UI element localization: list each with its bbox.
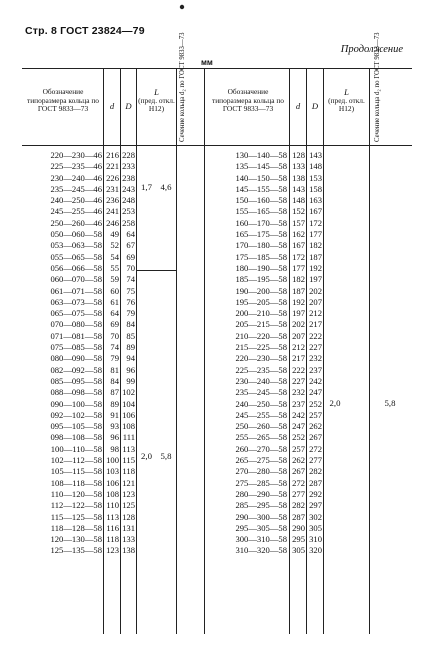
col-divider [136, 68, 137, 634]
d-cell: 197 [292, 308, 305, 319]
d-cell: 290 [292, 522, 305, 533]
d-cell: 295 [292, 534, 305, 545]
d-cell: 116 [106, 522, 119, 533]
designation-cell: 175—185—58 [235, 251, 287, 262]
designation-cell: 070—080—58 [50, 319, 102, 330]
designation-cell: 215—225—58 [235, 342, 287, 353]
D-cell: 242 [309, 375, 322, 386]
D-cell: 69 [126, 251, 135, 262]
designation-cell: 310—320—58 [235, 545, 287, 556]
designation-cell: 063—073—58 [50, 296, 102, 307]
unit-label: мм [201, 58, 213, 67]
designation-cell: 295—305—58 [235, 522, 287, 533]
d-cell: 110 [106, 500, 119, 511]
D-cell: 222 [309, 330, 322, 341]
d-cell: 70 [110, 330, 119, 341]
designation-cell: 300—310—58 [235, 534, 287, 545]
header-bottom-border [22, 145, 412, 146]
D-cell: 238 [122, 172, 135, 183]
D-cell: 247 [309, 387, 322, 398]
designation-cell: 135—145—58 [235, 161, 287, 172]
D-cell: 138 [122, 545, 135, 556]
d-cell: 252 [292, 432, 305, 443]
D-cell: 320 [309, 545, 322, 556]
D-cell: 75 [126, 285, 135, 296]
d-cell: 123 [106, 545, 119, 556]
designation-cell: 220—230—46 [50, 150, 102, 160]
D-cell: 237 [309, 364, 322, 375]
designation-cell: 098—108—58 [50, 432, 102, 443]
d-cell: 138 [292, 172, 305, 183]
D-cell: 163 [309, 195, 322, 206]
designation-cell: 090—100—58 [50, 398, 102, 409]
right-d-column [290, 150, 305, 557]
designation-cell: 155—165—58 [235, 206, 287, 217]
d-cell: 59 [110, 274, 119, 285]
D-cell: 282 [309, 466, 322, 477]
left-d-column [104, 150, 119, 557]
d-cell: 61 [110, 296, 119, 307]
designation-cell: 071—081—58 [50, 330, 102, 341]
designation-cell: 285—295—58 [235, 500, 287, 511]
designation-cell: 118—128—58 [50, 522, 102, 533]
d-cell: 192 [292, 296, 305, 307]
designation-cell: 210—220—58 [235, 330, 287, 341]
col-divider [369, 68, 370, 634]
d-cell: 69 [110, 319, 119, 330]
designation-cell: 240—250—46 [50, 195, 102, 206]
col-divider [323, 68, 324, 634]
col-divider [176, 68, 177, 634]
col-header-L-symbol-right: L [344, 87, 349, 97]
right-group-section: 5,8 [384, 398, 396, 408]
designation-cell: 115—125—58 [50, 511, 102, 522]
D-cell: 305 [309, 522, 322, 533]
d-cell: 100 [106, 455, 119, 466]
D-cell: 227 [309, 342, 322, 353]
right-D-column [307, 150, 322, 557]
D-cell: 133 [122, 534, 135, 545]
d-cell: 118 [106, 534, 119, 545]
designation-cell: 270—280—58 [235, 466, 287, 477]
designation-cell: 080—090—58 [50, 353, 102, 364]
table-top-border [22, 68, 412, 69]
d-cell: 212 [292, 342, 305, 353]
designation-cell: 185—195—58 [235, 274, 287, 285]
D-cell: 84 [126, 319, 135, 330]
designation-cell: 230—240—46 [50, 172, 102, 183]
D-cell: 182 [309, 240, 322, 251]
D-cell: 253 [122, 206, 135, 217]
D-cell: 148 [309, 161, 322, 172]
d-cell: 216 [106, 150, 119, 160]
D-cell: 258 [122, 217, 135, 228]
designation-cell: 060—070—58 [50, 274, 102, 285]
D-cell: 108 [122, 421, 135, 432]
designation-cell: 061—071—58 [50, 285, 102, 296]
right-designation-column [208, 150, 287, 557]
D-cell: 257 [309, 409, 322, 420]
designation-cell: 225—235—46 [50, 161, 102, 172]
d-cell: 267 [292, 466, 305, 477]
d-cell: 187 [292, 285, 305, 296]
left-group-divider [136, 270, 176, 271]
designation-cell: 220—230—58 [235, 353, 287, 364]
D-cell: 272 [309, 443, 322, 454]
col-header-D: D [125, 101, 132, 111]
D-cell: 131 [122, 522, 135, 533]
D-cell: 102 [122, 387, 135, 398]
d-cell: 167 [292, 240, 305, 251]
D-cell: 125 [122, 500, 135, 511]
d-cell: 148 [292, 195, 305, 206]
D-cell: 207 [309, 296, 322, 307]
d-cell: 103 [106, 466, 119, 477]
D-cell: 121 [122, 477, 135, 488]
D-cell: 262 [309, 421, 322, 432]
d-cell: 143 [292, 183, 305, 194]
designation-cell: 165—175—58 [235, 229, 287, 240]
D-cell: 243 [122, 183, 135, 194]
left-D-column [121, 150, 135, 557]
designation-cell: 145—155—58 [235, 183, 287, 194]
col-header-section: Сечение кольца d₂ по ГОСТ 9833—73 [179, 32, 186, 142]
d-cell: 222 [292, 364, 305, 375]
designation-cell: 085—095—58 [50, 375, 102, 386]
col-header-d: d [109, 101, 115, 111]
d-cell: 272 [292, 477, 305, 488]
D-cell: 232 [309, 353, 322, 364]
D-cell: 297 [309, 500, 322, 511]
left-group1-L: 1,7 [141, 182, 152, 192]
d-cell: 152 [292, 206, 305, 217]
d-cell: 257 [292, 443, 305, 454]
designation-cell: 205—215—58 [235, 319, 287, 330]
designation-cell: 112—122—58 [50, 500, 102, 511]
d-cell: 52 [110, 240, 119, 251]
D-cell: 287 [309, 477, 322, 488]
col-header-D-right: D [311, 101, 319, 111]
D-cell: 85 [126, 330, 135, 341]
col-header-designation: Обозначение типоразмера кольца по ГОСТ 9833—73 [26, 87, 99, 114]
d-cell: 96 [110, 432, 119, 443]
designation-cell: 102—112—58 [50, 455, 102, 466]
d-cell: 221 [106, 161, 119, 172]
d-cell: 55 [110, 262, 119, 273]
right-group-L: 2,0 [329, 398, 341, 408]
d-cell: 172 [292, 251, 305, 262]
D-cell: 202 [309, 285, 322, 296]
d-cell: 60 [110, 285, 119, 296]
D-cell: 123 [122, 488, 135, 499]
D-cell: 99 [126, 375, 135, 386]
D-cell: 248 [122, 195, 135, 206]
d-cell: 93 [110, 421, 119, 432]
designation-cell: 105—115—58 [50, 466, 102, 477]
D-cell: 158 [309, 183, 322, 194]
designation-cell: 050—060—58 [50, 229, 102, 240]
D-cell: 89 [126, 342, 135, 353]
designation-cell: 160—170—58 [235, 217, 287, 228]
designation-cell: 095—105—58 [50, 421, 102, 432]
d-cell: 64 [110, 308, 119, 319]
designation-cell: 100—110—58 [50, 443, 102, 454]
designation-cell: 170—180—58 [235, 240, 287, 251]
designation-cell: 235—245—58 [235, 387, 287, 398]
designation-cell: 275—285—58 [235, 477, 287, 488]
col-header-section-right: Сечение кольца d₂ по ГОСТ 9833—73 [374, 32, 381, 142]
d-cell: 128 [292, 150, 305, 160]
d-cell: 74 [110, 342, 119, 353]
designation-cell: 065—075—58 [50, 308, 102, 319]
designation-cell: 120—130—58 [50, 534, 102, 545]
designation-cell: 092—102—58 [50, 409, 102, 420]
d-cell: 182 [292, 274, 305, 285]
D-cell: 76 [126, 296, 135, 307]
d-cell: 177 [292, 262, 305, 273]
D-cell: 64 [126, 229, 135, 240]
designation-cell: 250—260—58 [235, 421, 287, 432]
col-header-d-right: d [295, 101, 301, 111]
d-cell: 305 [292, 545, 305, 556]
D-cell: 302 [309, 511, 322, 522]
D-cell: 128 [122, 511, 135, 522]
D-cell: 96 [126, 364, 135, 375]
d-cell: 87 [110, 387, 119, 398]
designation-cell: 180—190—58 [235, 262, 287, 273]
designation-cell: 130—140—58 [235, 150, 287, 160]
D-cell: 70 [126, 262, 135, 273]
d-cell: 226 [106, 172, 119, 183]
D-cell: 267 [309, 432, 322, 443]
D-cell: 67 [126, 240, 135, 251]
D-cell: 115 [122, 455, 135, 466]
designation-cell: 250—260—46 [50, 217, 102, 228]
d-cell: 79 [110, 353, 119, 364]
designation-cell: 265—275—58 [235, 455, 287, 466]
d-cell: 49 [110, 229, 119, 240]
designation-cell: 225—235—58 [235, 364, 287, 375]
col-header-L-note: (пред. откл. H12) [138, 95, 175, 114]
d-cell: 246 [106, 217, 119, 228]
d-cell: 106 [106, 477, 119, 488]
D-cell: 172 [309, 217, 322, 228]
D-cell: 106 [122, 409, 135, 420]
designation-cell: 150—160—58 [235, 195, 287, 206]
corner-mark-icon [179, 4, 185, 10]
D-cell: 277 [309, 455, 322, 466]
d-cell: 113 [106, 511, 119, 522]
designation-cell: 082—092—58 [50, 364, 102, 375]
d-cell: 231 [106, 183, 119, 194]
d-cell: 217 [292, 353, 305, 364]
D-cell: 94 [126, 353, 135, 364]
d-cell: 54 [110, 251, 119, 262]
d-cell: 108 [106, 488, 119, 499]
designation-cell: 245—255—58 [235, 409, 287, 420]
d-cell: 162 [292, 229, 305, 240]
left-group1-section: 4,6 [160, 182, 172, 192]
D-cell: 212 [309, 308, 322, 319]
d-cell: 282 [292, 500, 305, 511]
designation-cell: 230—240—58 [235, 375, 287, 386]
d-cell: 237 [292, 398, 305, 409]
D-cell: 187 [309, 251, 322, 262]
D-cell: 79 [126, 308, 135, 319]
col-header-designation-right: Обозначение типоразмера кольца по ГОСТ 9833—73 [211, 87, 284, 114]
d-cell: 262 [292, 455, 305, 466]
designation-cell: 290—300—58 [235, 511, 287, 522]
page-header: Стр. 8 ГОСТ 23824—79 [25, 25, 145, 37]
designation-cell: 110—120—58 [50, 488, 102, 499]
D-cell: 252 [309, 398, 322, 409]
D-cell: 292 [309, 488, 322, 499]
d-cell: 227 [292, 375, 305, 386]
designation-cell: 125—135—58 [50, 545, 102, 556]
designation-cell: 075—085—58 [50, 342, 102, 353]
designation-cell: 055—065—58 [50, 251, 102, 262]
continuation-label: Продолжение [340, 44, 403, 55]
left-designation-column [26, 150, 102, 557]
designation-cell: 190—200—58 [235, 285, 287, 296]
D-cell: 233 [122, 161, 135, 172]
designation-cell: 056—066—58 [50, 262, 102, 273]
d-cell: 81 [110, 364, 119, 375]
d-cell: 277 [292, 488, 305, 499]
D-cell: 310 [309, 534, 322, 545]
left-group2-section: 5,8 [160, 451, 172, 461]
left-group2-L: 2,0 [141, 451, 152, 461]
designation-cell: 245—255—46 [50, 206, 102, 217]
d-cell: 242 [292, 409, 305, 420]
d-cell: 241 [106, 206, 119, 217]
table-center-divider [204, 68, 205, 634]
col-header-L [137, 88, 176, 114]
designation-cell: 195—205—58 [235, 296, 287, 307]
designation-cell: 108—118—58 [50, 477, 102, 488]
col-header-L-symbol: L [154, 87, 159, 97]
designation-cell: 255—265—58 [235, 432, 287, 443]
designation-cell: 140—150—58 [235, 172, 287, 183]
d-cell: 84 [110, 375, 119, 386]
D-cell: 74 [126, 274, 135, 285]
designation-cell: 053—063—58 [50, 240, 102, 251]
col-header-L-right [324, 88, 369, 114]
D-cell: 111 [122, 432, 135, 443]
d-cell: 287 [292, 511, 305, 522]
d-cell: 89 [110, 398, 119, 409]
designation-cell: 260—270—58 [235, 443, 287, 454]
d-cell: 247 [292, 421, 305, 432]
d-cell: 236 [106, 195, 119, 206]
D-cell: 118 [122, 466, 135, 477]
d-cell: 133 [292, 161, 305, 172]
d-cell: 157 [292, 217, 305, 228]
D-cell: 113 [122, 443, 135, 454]
D-cell: 177 [309, 229, 322, 240]
D-cell: 217 [309, 319, 322, 330]
designation-cell: 240—250—58 [235, 398, 287, 409]
D-cell: 153 [309, 172, 322, 183]
designation-cell: 088—098—58 [50, 387, 102, 398]
D-cell: 228 [122, 150, 135, 160]
col-header-L-note-right: (пред. откл. H12) [328, 95, 365, 114]
D-cell: 104 [122, 398, 135, 409]
d-cell: 202 [292, 319, 305, 330]
d-cell: 98 [110, 443, 119, 454]
designation-cell: 280—290—58 [235, 488, 287, 499]
designation-cell: 235—245—46 [50, 183, 102, 194]
D-cell: 192 [309, 262, 322, 273]
d-cell: 232 [292, 387, 305, 398]
d-cell: 207 [292, 330, 305, 341]
D-cell: 143 [309, 150, 322, 160]
D-cell: 197 [309, 274, 322, 285]
D-cell: 167 [309, 206, 322, 217]
d-cell: 91 [110, 409, 119, 420]
designation-cell: 200—210—58 [235, 308, 287, 319]
